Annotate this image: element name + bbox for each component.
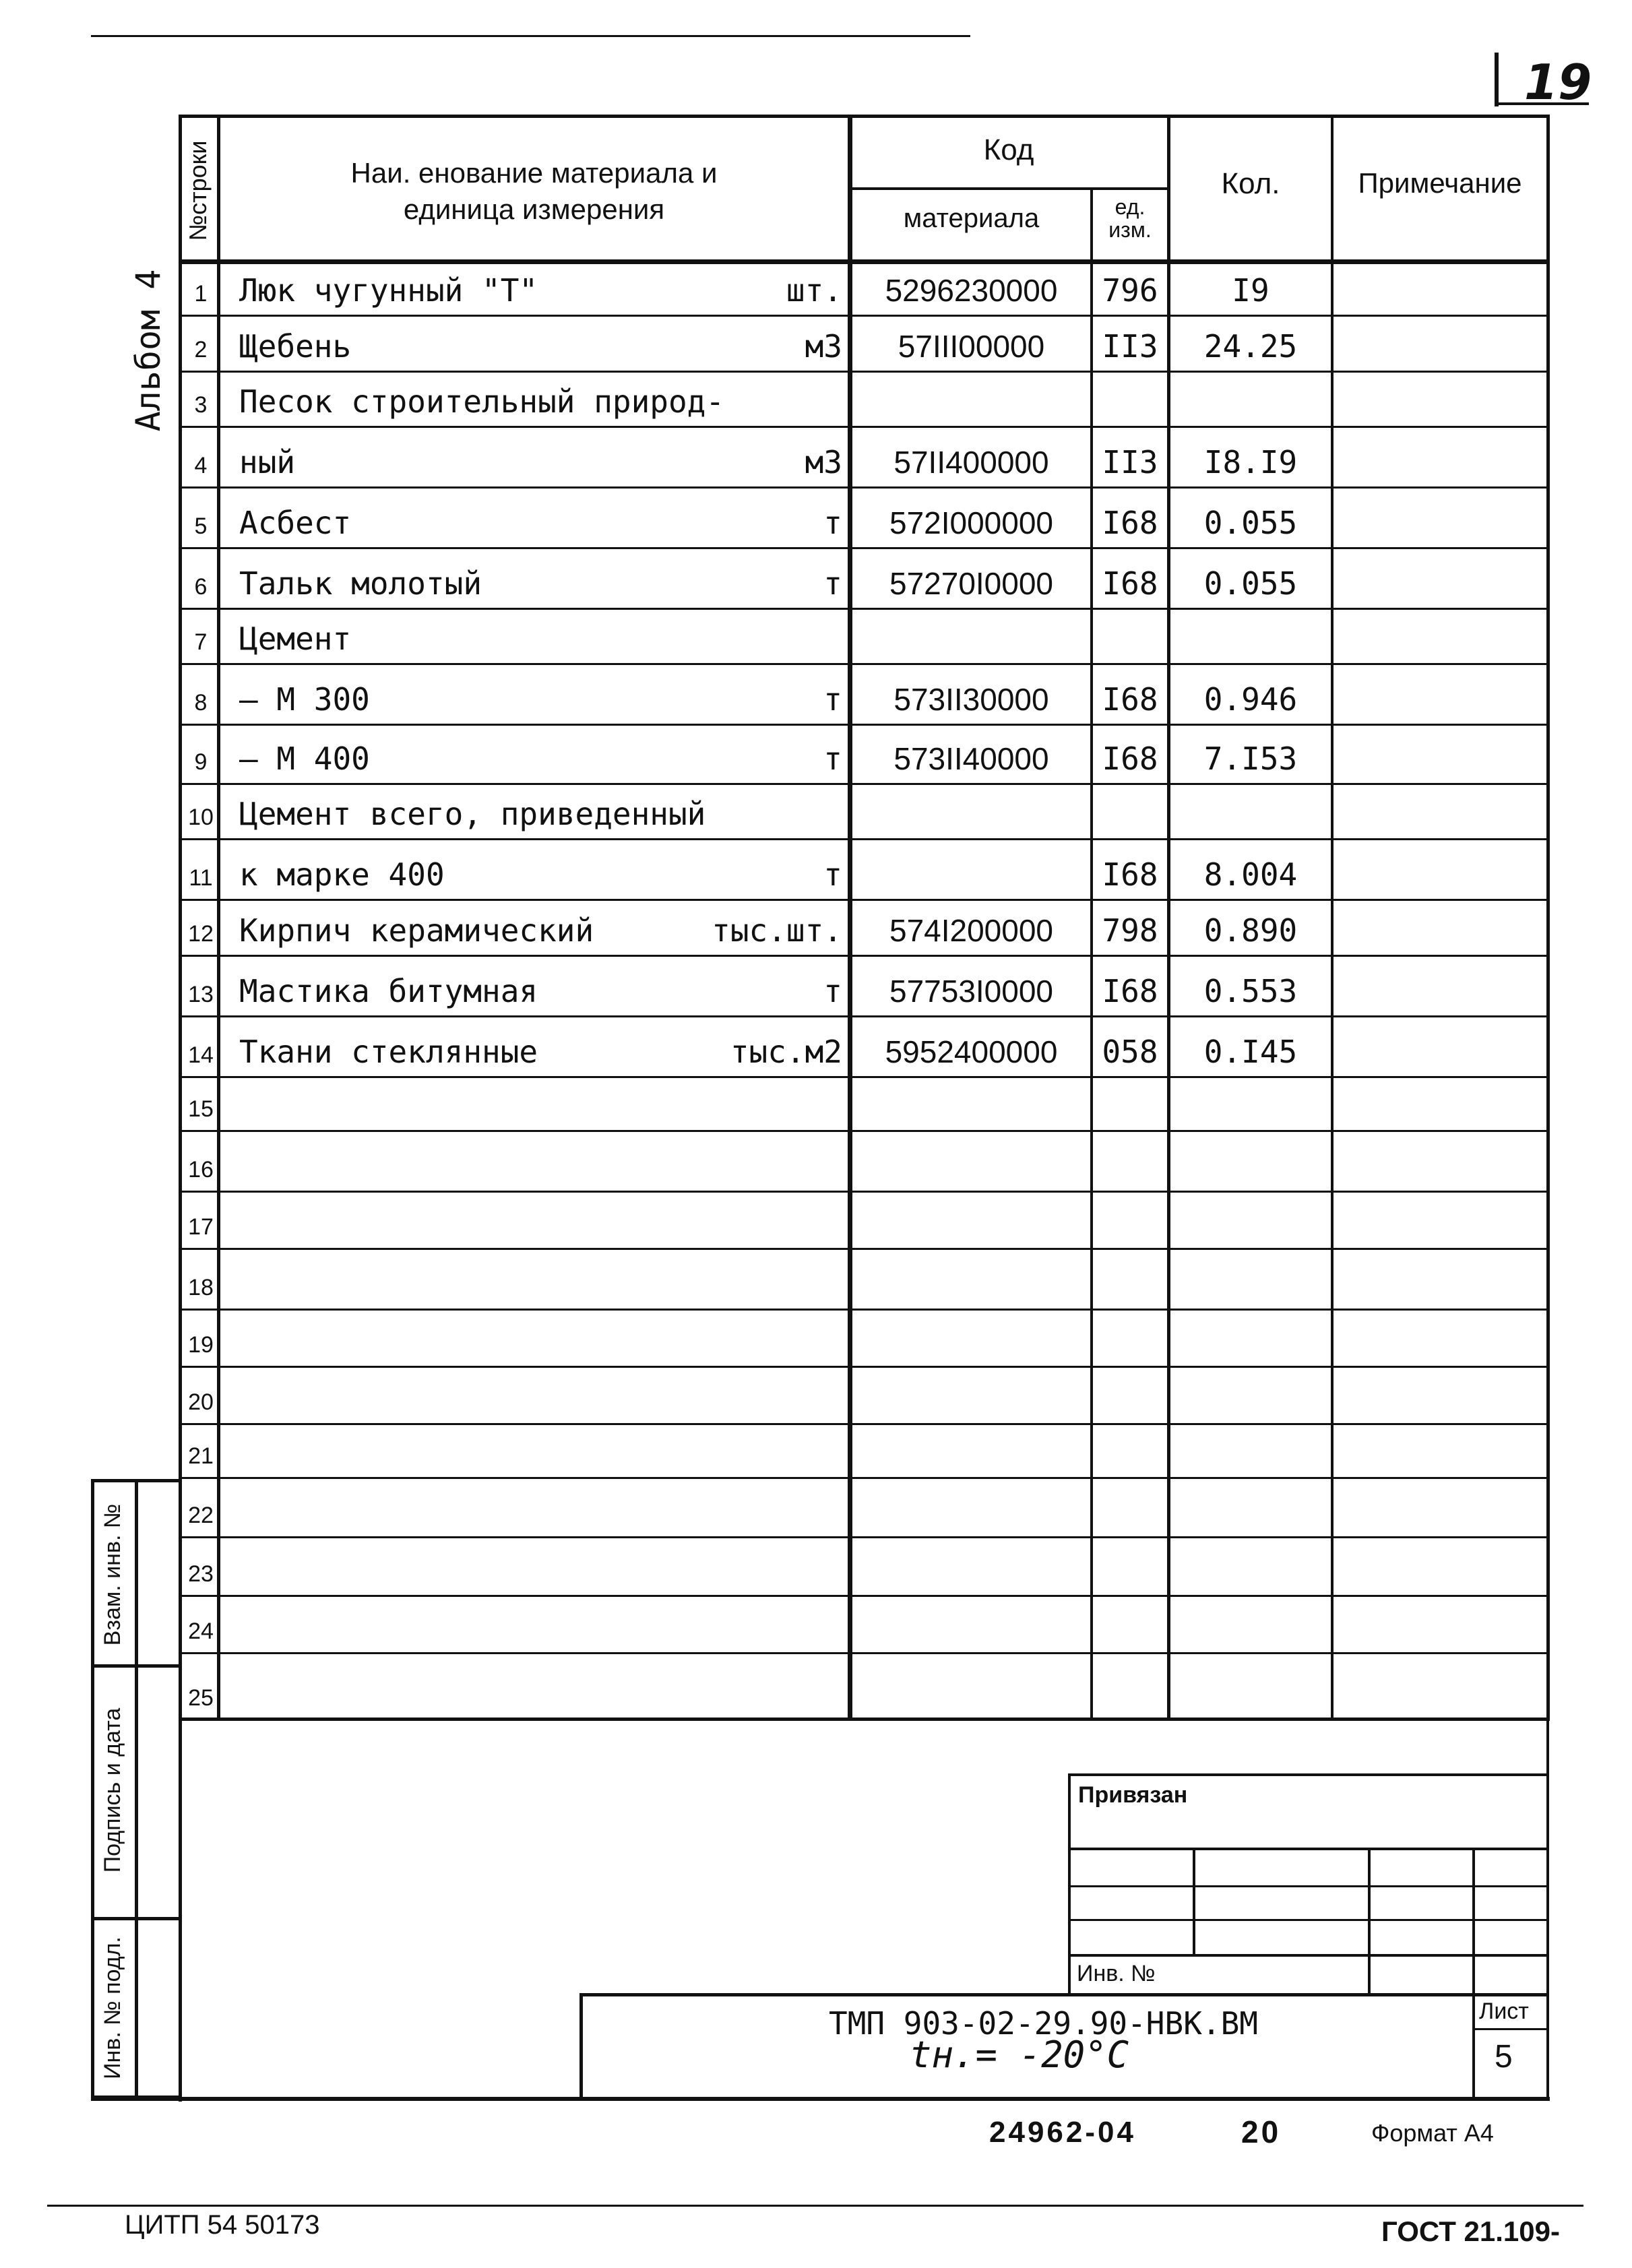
header-material-name: Наи. енование материала и единица измерения xyxy=(350,157,718,225)
material-code: 573II30000 xyxy=(893,682,1049,717)
table-row xyxy=(179,1311,1550,1368)
row-number: 18 xyxy=(188,1275,214,1300)
row-number: 7 xyxy=(194,629,208,655)
table-row xyxy=(179,665,1550,726)
unit-label: м3 xyxy=(805,328,842,365)
table-row xyxy=(179,1425,1550,1479)
unit-label: т xyxy=(823,681,842,718)
material-code: 573II40000 xyxy=(893,741,1049,776)
header-row-number: №строки xyxy=(184,140,212,241)
quantity: I8.I9 xyxy=(1203,444,1298,480)
material-code: 5952400000 xyxy=(885,1034,1058,1069)
row-number: 16 xyxy=(188,1157,214,1183)
unit-label: т xyxy=(823,505,842,541)
material-name: – М 300 xyxy=(239,681,370,718)
table-row xyxy=(179,726,1550,785)
row-number: 11 xyxy=(189,865,213,891)
table-row xyxy=(179,549,1550,610)
row-number: 3 xyxy=(194,392,208,418)
table-row xyxy=(179,1538,1550,1597)
row-number: 14 xyxy=(188,1042,214,1068)
material-name: Тальк молотый xyxy=(239,565,482,602)
vzam-inv-label: Взам. инв. № xyxy=(100,1503,125,1646)
table-row xyxy=(179,840,1550,901)
quantity: 0.055 xyxy=(1203,565,1298,602)
unit-code: I68 xyxy=(1102,565,1158,602)
table-row xyxy=(179,264,1550,317)
table-row xyxy=(179,373,1550,428)
row-number: 4 xyxy=(194,453,208,478)
table-row xyxy=(179,489,1550,549)
unit-label: т xyxy=(823,973,842,1009)
unit-code: II3 xyxy=(1102,328,1158,365)
table-row xyxy=(179,1193,1550,1250)
unit-label: т xyxy=(823,565,842,602)
material-name: Люк чугунный "Т" xyxy=(239,272,538,309)
unit-code: 798 xyxy=(1102,912,1158,949)
table-row xyxy=(179,901,1550,957)
quantity: 0.I45 xyxy=(1203,1034,1298,1070)
row-number: 13 xyxy=(188,982,214,1007)
header-code: Код xyxy=(983,133,1034,166)
privyazan-label: Привязан xyxy=(1078,1782,1188,1808)
row-number: 22 xyxy=(188,1503,214,1528)
unit-code: 796 xyxy=(1102,272,1158,309)
material-code: 5296230000 xyxy=(885,273,1058,308)
quantity: 7.I53 xyxy=(1203,741,1298,777)
table-row xyxy=(179,428,1550,489)
quantity: 0.890 xyxy=(1203,912,1298,949)
material-name: Кирпич керамический xyxy=(239,912,594,949)
table-row xyxy=(179,1479,1550,1538)
unit-code: I68 xyxy=(1102,973,1158,1009)
table-row xyxy=(179,1017,1550,1078)
inv-podl-label: Инв. № подл. xyxy=(100,1936,125,2079)
quantity: I9 xyxy=(1232,272,1269,309)
material-name: Цемент всего, приведенный xyxy=(239,796,706,832)
inv-no-label: Инв. № xyxy=(1077,1961,1156,1986)
row-number: 12 xyxy=(188,921,214,947)
quantity: 8.004 xyxy=(1203,856,1298,893)
quantity: 0.553 xyxy=(1203,973,1298,1009)
row-number: 15 xyxy=(188,1096,214,1122)
row-number: 9 xyxy=(194,749,208,775)
material-code: 57753I0000 xyxy=(889,974,1054,1009)
header-code-unit: ед. изм. xyxy=(1108,195,1152,242)
row-number: 17 xyxy=(188,1214,214,1240)
unit-code: I68 xyxy=(1102,505,1158,541)
quantity: 0.055 xyxy=(1203,505,1298,541)
row-number: 21 xyxy=(188,1443,214,1469)
table-row xyxy=(179,785,1550,840)
material-name: Ткани стеклянные xyxy=(239,1034,538,1070)
row-number: 25 xyxy=(188,1685,214,1711)
row-number: 24 xyxy=(188,1618,214,1644)
material-code: 57270I0000 xyxy=(889,566,1054,601)
podpis-data-label: Подпись и дата xyxy=(100,1707,125,1873)
material-name: Песок строительный природ- xyxy=(239,383,725,420)
unit-code: I68 xyxy=(1102,681,1158,718)
material-name: Асбест xyxy=(239,505,352,541)
table-row xyxy=(179,1250,1550,1311)
material-code: 574I200000 xyxy=(889,913,1054,948)
quantity: 24.25 xyxy=(1203,328,1298,365)
material-name: Мастика битумная xyxy=(239,973,538,1009)
material-code: 57II400000 xyxy=(893,445,1049,480)
unit-label: т xyxy=(823,856,842,893)
unit-code: I68 xyxy=(1102,741,1158,777)
row-number: 10 xyxy=(188,805,214,830)
unit-code: 058 xyxy=(1102,1034,1158,1070)
sheet-label: Лист xyxy=(1479,1998,1529,2024)
table-row xyxy=(179,610,1550,665)
quantity: 0.946 xyxy=(1203,681,1298,718)
sheet-number: 5 xyxy=(1495,2039,1513,2075)
row-number: 23 xyxy=(188,1561,214,1587)
table-row xyxy=(179,1654,1550,1721)
header-note: Примечание xyxy=(1358,167,1522,199)
unit-label: тыс.м2 xyxy=(730,1034,842,1070)
row-number: 6 xyxy=(194,574,208,600)
row-number: 2 xyxy=(194,337,208,363)
table-row xyxy=(179,1368,1550,1425)
unit-label: тыс.шт. xyxy=(712,912,842,949)
design-temperature: tн.= -20°C xyxy=(910,2034,1129,2076)
footer-code: 24962-04 xyxy=(989,2116,1136,2149)
footer-format: Формат А4 xyxy=(1371,2119,1494,2147)
row-number: 1 xyxy=(194,281,208,307)
row-number: 8 xyxy=(194,690,208,716)
unit-code: II3 xyxy=(1102,444,1158,480)
row-number: 19 xyxy=(188,1332,214,1358)
material-name: Щебень xyxy=(239,328,352,365)
unit-label: т xyxy=(823,741,842,777)
unit-label: шт. xyxy=(786,272,842,309)
material-name: – М 400 xyxy=(239,741,370,777)
header-code-material: материала xyxy=(903,203,1040,233)
table-row xyxy=(179,1078,1550,1132)
row-number: 5 xyxy=(194,513,208,539)
material-name: Цемент xyxy=(239,621,352,657)
unit-code: I68 xyxy=(1102,856,1158,893)
document-code: ТМП 903-02-29.90-НВК.ВМ xyxy=(829,2005,1258,2042)
table-row xyxy=(179,1597,1550,1654)
table-row xyxy=(179,1132,1550,1193)
row-number: 20 xyxy=(188,1389,214,1415)
footer-page: 20 xyxy=(1241,2114,1282,2149)
table-row xyxy=(179,957,1550,1017)
footer-left: ЦИТП 54 50173 xyxy=(125,2210,320,2240)
table-row xyxy=(179,317,1550,373)
footer-right: ГОСТ 21.109- xyxy=(1381,2215,1560,2247)
material-code: 57III00000 xyxy=(898,329,1045,364)
material-name: ный xyxy=(239,444,296,480)
unit-label: м3 xyxy=(805,444,842,480)
header-quantity: Кол. xyxy=(1221,167,1280,200)
material-name: к марке 400 xyxy=(239,856,445,893)
page-number: 19 xyxy=(1524,54,1592,111)
material-code: 572I000000 xyxy=(889,505,1054,540)
album-label: Альбом 4 xyxy=(129,269,168,432)
